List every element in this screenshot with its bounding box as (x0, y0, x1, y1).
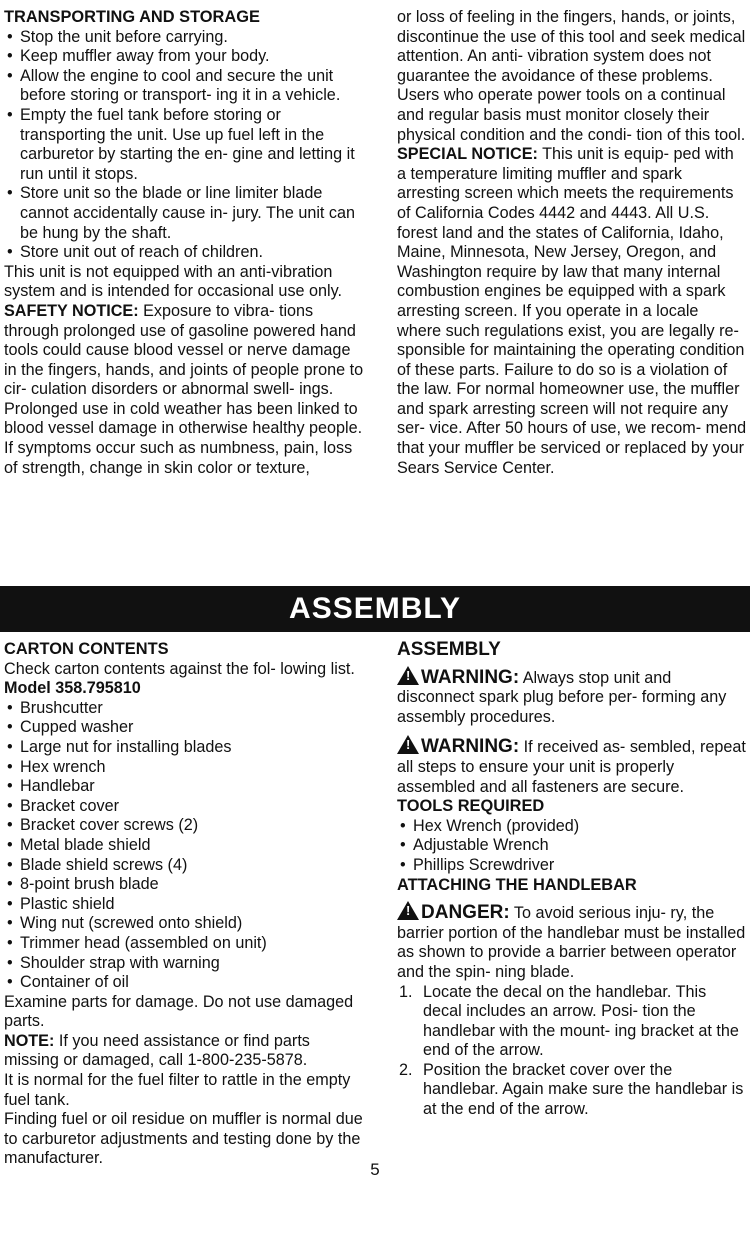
list-item: • Plastic shield (4, 895, 366, 915)
warning-label: WARNING: (421, 736, 520, 758)
list-item: • Handlebar (4, 777, 366, 797)
note-label: NOTE: (4, 1031, 55, 1050)
danger-label: DANGER: (421, 902, 510, 924)
list-item: • Trimmer head (assembled on unit) (4, 934, 366, 954)
warning-icon: ! (397, 735, 419, 754)
right-bottom-column (397, 640, 747, 1120)
section-heading: TRANSPORTING AND STORAGE (4, 8, 260, 26)
left-bottom-column (4, 640, 366, 1169)
model-number: Model 358.795810 (4, 679, 141, 698)
paragraph: This unit is not equipped with an anti-vibration system and is intended for occasional use only. (4, 262, 343, 301)
note (4, 1032, 366, 1071)
assembly-banner: ASSEMBLY (0, 586, 750, 632)
special-notice (397, 145, 747, 478)
list-item: • Blade shield screws (4) (4, 856, 366, 876)
list-item: • Brushcutter (4, 699, 366, 719)
special-label: SPECIAL NOTICE: (397, 145, 538, 164)
section-heading: ATTACHING THE HANDLEBAR (397, 875, 637, 894)
paragraph: Check carton contents against the fol- lowing list. (4, 659, 355, 678)
section-heading: TOOLS REQUIRED (397, 797, 545, 816)
list-item: • Metal blade shield (4, 836, 366, 856)
tools-list (397, 817, 747, 876)
list-item: • Cupped washer (4, 718, 366, 738)
warning-icon: ! (397, 666, 419, 685)
steps-list (397, 983, 747, 1120)
list-item: • Large nut for installing blades (4, 738, 366, 758)
list-item: • Container of oil (4, 973, 366, 993)
list-item: • Allow the engine to cool and secure the unit before storing or transport- ing it in a vehicle. (4, 67, 364, 106)
list-item: • Phillips Screwdriver (397, 856, 747, 876)
list-item: • Empty the fuel tank before storing or transporting the unit. Use up fuel left in the carburetor by starting the en- gine and letting it run until it stops. (4, 106, 364, 184)
warning-text: If received as- sembled, repeat all steps to ensure your unit is properly assembled and all fasteners are secure. (397, 738, 746, 796)
list-item: • Bracket cover screws (2) (4, 816, 366, 836)
danger-block (397, 901, 747, 982)
list-item: • Adjustable Wrench (397, 836, 747, 856)
bullet-list (4, 28, 364, 263)
list-item: • Hex wrench (4, 758, 366, 778)
step-item: 2. Position the bracket cover over the handlebar. Again make sure the handlebar is at the end of the arrow. (397, 1061, 747, 1120)
page-number: 5 (370, 1160, 380, 1179)
list-item: • Hex Wrench (provided) (397, 817, 747, 837)
list-item: • Store unit so the blade or line limiter blade cannot accidentally cause in- jury. The unit can be hung by the shaft. (4, 184, 364, 243)
list-item: • Wing nut (screwed onto shield) (4, 914, 366, 934)
danger-icon: ! (397, 901, 419, 920)
warning-label: WARNING: (421, 666, 520, 688)
list-item: • Store unit out of reach of children. (4, 243, 364, 263)
list-item: • Keep muffler away from your body. (4, 47, 364, 67)
paragraph: Examine parts for damage. Do not use damaged parts. (4, 992, 354, 1031)
warning-text: Always stop unit and disconnect spark plug before per- forming any assembly procedures. (397, 668, 727, 726)
section-heading: ASSEMBLY (397, 639, 501, 660)
danger-text: To avoid serious inju- ry, the barrier portion of the handlebar must be installed as shown to provide a barrier between operator and the spin- ning blade. (397, 904, 746, 981)
step-item: 1. Locate the decal on the handlebar. This decal includes an arrow. Posi- tion the handlebar with the mount- ing bracket at the end of the arrow. (397, 983, 747, 1061)
safety-notice (4, 302, 364, 478)
right-top-column (397, 8, 747, 478)
section-heading: CARTON CONTENTS (4, 640, 169, 658)
carton-list (4, 699, 366, 993)
left-top-column (4, 8, 364, 478)
special-text: This unit is equip- ped with a temperature limiting muffler and spark arresting screen which meets the requirements of California Codes 4442 and 4443. All U.S. forest land and the states of California, Idaho, Maine, Minnesota, New Jersey, Oregon, and Washington require by law that many internal combustion engines be equipped with a spark arresting screen. If you operate in a locale where such regulations exist, you are legally re- sponsible for maintaining the operating condition of these parts. Failure to do so is a violation of the law. For normal homeowner use, the muffler and spark arresting screen will not require any ser- vice. After 50 hours of use, we recom- mend that your muffler be serviced or replaced by your Sears Service Center. (397, 145, 747, 477)
paragraph: or loss of feeling in the fingers, hands, or joints, discontinue the use of this tool and seek medical attention. An anti- vibration system does not guarantee the avoidance of these problems. Users who operate power tools on a continual and regular basis must monitor closely their physical condition and the condi- tion of this tool. (397, 8, 746, 144)
list-item: • Bracket cover (4, 797, 366, 817)
safety-label: SAFETY NOTICE: (4, 301, 139, 320)
warning-block (397, 735, 747, 797)
note-text: If you need assistance or find parts missing or damaged, call 1-800-235-5878. (4, 1031, 310, 1070)
safety-text: Exposure to vibra- tions through prolonged use of gasoline powered hand tools could cause blood vessel or nerve damage in the fingers, hands, and joints of people prone to cir- culation disorders or abnormal swell- ings. Prolonged use in cold weather has been linked to blood vessel damage in otherwise healthy people. If symptoms occur such as numbness, pain, loss of strength, change in skin color or texture, (4, 301, 364, 477)
list-item: • Stop the unit before carrying. (4, 28, 364, 48)
list-item: • 8-point brush blade (4, 875, 366, 895)
paragraph: It is normal for the fuel filter to rattle in the empty fuel tank. (4, 1071, 351, 1109)
list-item: • Shoulder strap with warning (4, 954, 366, 974)
warning-block (397, 666, 747, 728)
paragraph: Finding fuel or oil residue on muffler is normal due to carburetor adjustments and testing done by the manufacturer. (4, 1110, 363, 1168)
